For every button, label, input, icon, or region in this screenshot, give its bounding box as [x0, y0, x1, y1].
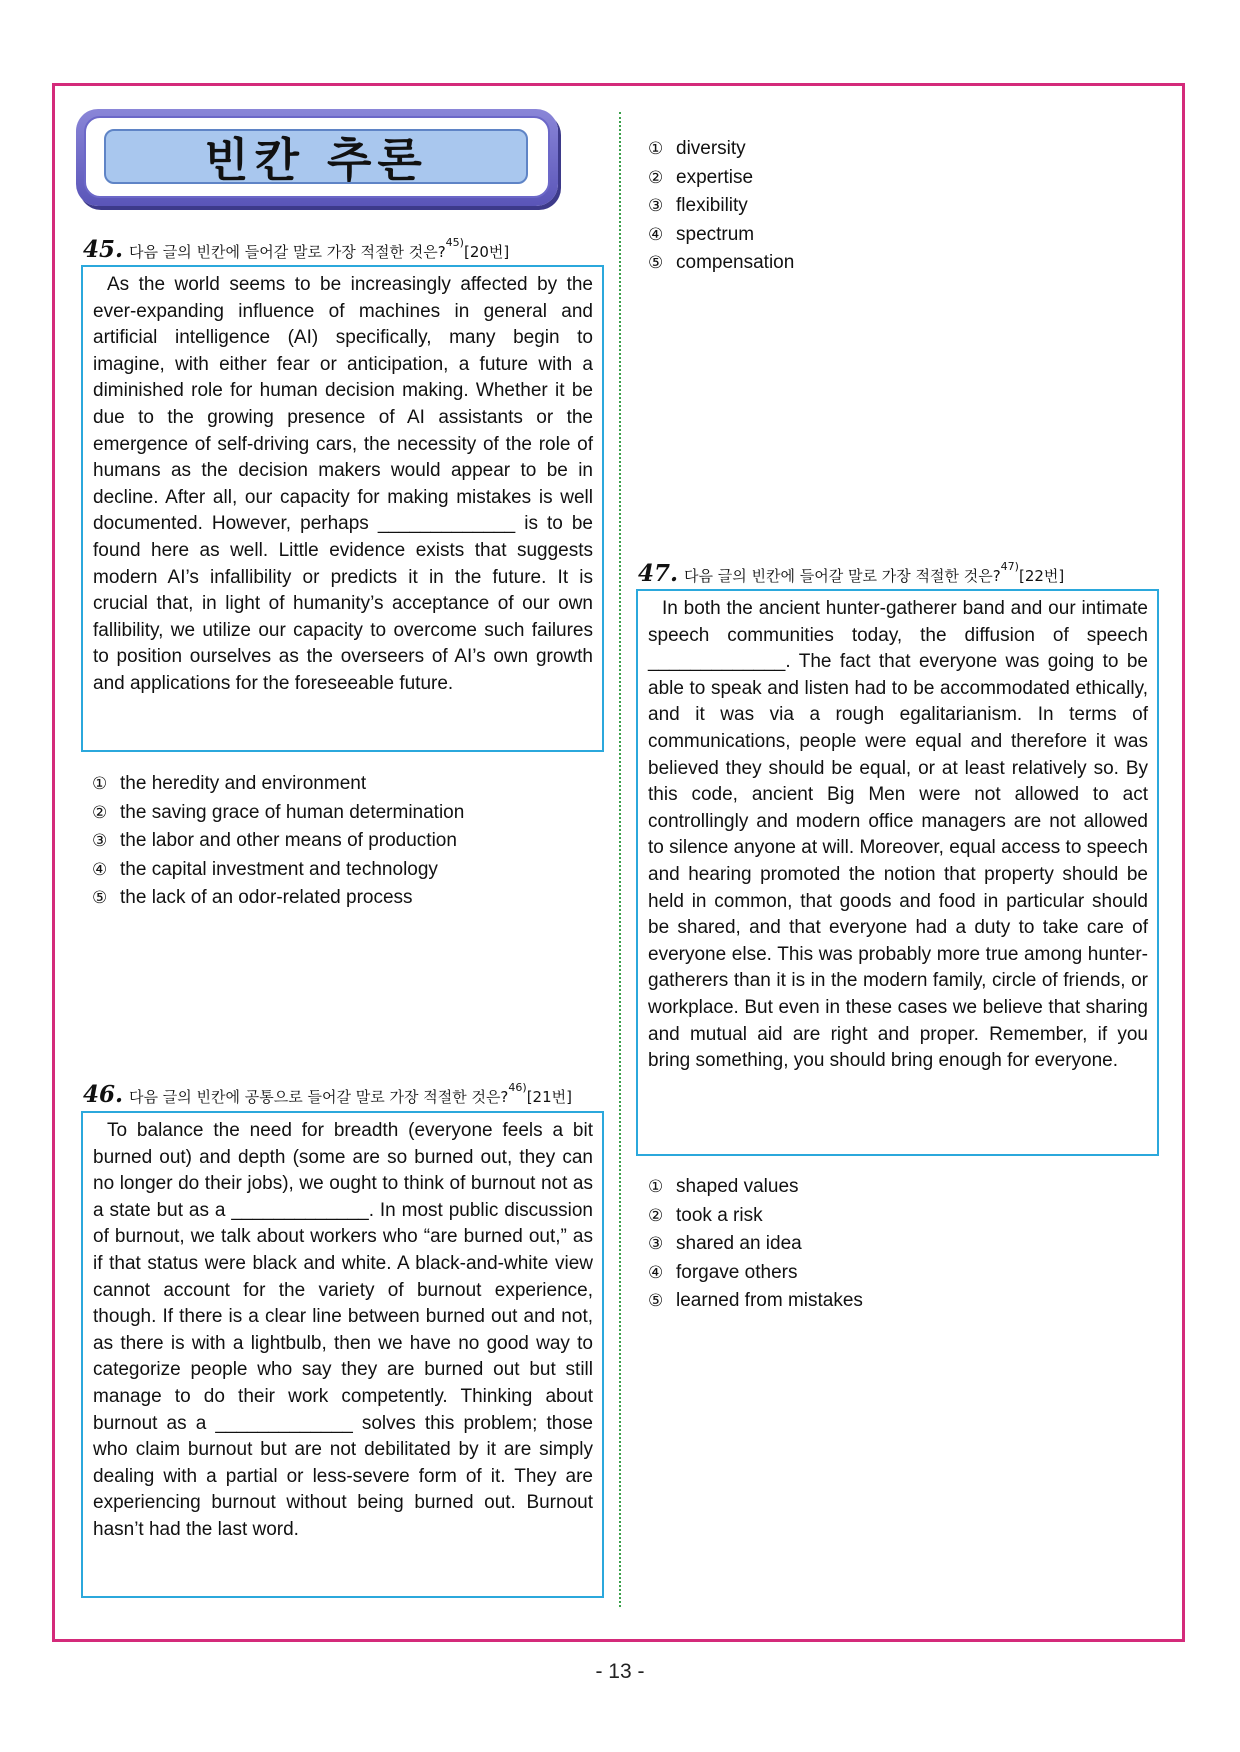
question-46-options	[648, 135, 794, 278]
passage-text: In both the ancient hunter-gatherer band and our intimate speech communities today, the diffusion of speech _____________. The fact that everyone was going to be able to speak and listen had to be accommodated ethically, and it was via a rough egalitarianism. In terms of communications, people were equal and therefore it was believed they should be equal, or at least relatively so. By this code, ancient Big Men were not allowed to act controllingly and modern office managers are not allowed to silence anyone at will. Moreover, equal access to speech and hearing promoted the notion that property should be held in common, that goods and food in particular should be shared, and that everyone had a duty to take care of everyone else. This was probably more true among hunter-gatherers than it is in the modern family, circle of friends, or workplace. But even in these cases we believe that sharing and mutual aid are right and proper. Remember, if you bring something, you should bring enough for everyone.	[648, 598, 1148, 1072]
footnote-ref: 47)	[1000, 560, 1019, 573]
passage-text: To balance the need for breadth (everyone feels a bit burned out) and depth (some are so burned out, they can no longer do their jobs), we ought to think of burnout not as a state but as a _____________. In most public discussion of burnout, we talk about workers who “are burned out,” as if that status were black and white. A black-and-white view cannot account for the variety of burnout experience, though. If there is a clear line between burned out and not, as there is with a lightbulb, then we have no good way to categorize people who say they are burned out but still manage to do their work competently. Thinking about burnout as a _____________ solves this problem; those who claim burnout but are not debilitated by it are simply dealing with a partial or less-severe form of it. They are experiencing burnout without being burned out. Burnout hasn’t had the last word.	[93, 1120, 593, 1540]
question-47-passage	[636, 589, 1159, 1156]
option-mark: ③	[92, 831, 108, 852]
column-divider	[619, 112, 621, 1607]
option-mark: ⑤	[648, 1291, 664, 1312]
option-text: shared an idea	[676, 1233, 802, 1255]
option-mark: ⑤	[648, 253, 664, 274]
section-banner	[76, 109, 558, 206]
option-3[interactable]	[648, 192, 794, 221]
question-number: 45.	[83, 236, 124, 263]
option-text: took a risk	[676, 1204, 763, 1226]
footnote-ref: 45)	[445, 236, 464, 249]
option-1[interactable]	[92, 770, 464, 799]
question-47-header	[638, 560, 1064, 587]
option-text: the labor and other means of production	[120, 830, 457, 852]
option-text: the heredity and environment	[120, 773, 367, 794]
question-46-header	[83, 1081, 572, 1108]
option-text: forgave others	[676, 1261, 798, 1283]
question-46-passage	[81, 1111, 604, 1598]
option-mark: ④	[92, 859, 108, 880]
option-text: shaped values	[676, 1176, 799, 1197]
option-mark: ①	[648, 1177, 664, 1197]
option-5[interactable]	[648, 249, 794, 278]
banner-inner	[104, 129, 528, 187]
question-number: 46.	[83, 1081, 124, 1108]
option-text: the saving grace of human determination	[120, 801, 465, 823]
option-text: the capital investment and technology	[120, 858, 438, 880]
option-text: diversity	[676, 138, 746, 159]
option-1[interactable]	[648, 135, 794, 164]
question-number: 47.	[638, 560, 679, 587]
option-text: learned from mistakes	[676, 1290, 863, 1312]
option-mark: ④	[648, 224, 664, 245]
option-2[interactable]	[648, 164, 794, 193]
option-1[interactable]	[648, 1173, 863, 1202]
option-text: the lack of an odor-related process	[120, 887, 413, 909]
question-source: [20번]	[463, 243, 510, 261]
option-text: expertise	[676, 166, 754, 188]
question-45-options	[92, 770, 464, 913]
option-text: spectrum	[676, 223, 755, 245]
option-2[interactable]	[92, 799, 464, 828]
question-source: [21번]	[526, 1088, 572, 1106]
banner-frame	[84, 116, 550, 198]
question-prompt: 다음 글의 빈칸에 들어갈 말로 가장 적절한 것은?	[684, 567, 1001, 585]
option-mark: ①	[92, 774, 108, 794]
option-text: flexibility	[676, 195, 748, 217]
question-47-options	[648, 1173, 863, 1316]
question-45-passage	[81, 265, 604, 752]
question-prompt: 다음 글의 빈칸에 들어갈 말로 가장 적절한 것은?	[129, 243, 446, 261]
passage-text: As the world seems to be increasingly affected by the ever-expanding influence of machines in general and artificial intelligence (AI) specifically, many begin to imagine, with either fear or anticipation, a future with a diminished role for human decision making. Whether it be due to the growing presence of AI assistants or the emergence of self-driving cars, the necessity of the role of humans as the decision makers would appear to be in decline. After all, our capacity for making mistakes is well documented. However, perhaps _____________ is to be found here as well. Little evidence exists that suggests modern AI’s infallibility or predicts it in the future. It is crucial that, in light of humanity’s acceptance of our own fallibility, we utilize our capacity to overcome such failures to position ourselves as the overseers of AI’s own growth and applications for the foreseeable future.	[93, 274, 593, 694]
option-2[interactable]	[648, 1202, 863, 1231]
option-4[interactable]	[648, 221, 794, 250]
option-5[interactable]	[92, 884, 464, 913]
option-mark: ③	[648, 1234, 664, 1255]
option-mark: ②	[648, 167, 664, 188]
page-number: - 13 -	[595, 1660, 645, 1683]
option-mark: ⑤	[92, 888, 108, 909]
option-mark: ①	[648, 139, 664, 159]
option-4[interactable]	[648, 1259, 863, 1288]
option-mark: ②	[92, 802, 108, 823]
option-mark: ④	[648, 1262, 664, 1283]
question-prompt: 다음 글의 빈칸에 공통으로 들어갈 말로 가장 적절한 것은?	[129, 1088, 509, 1106]
question-45-header	[83, 236, 509, 263]
option-mark: ②	[648, 1205, 664, 1226]
option-4[interactable]	[92, 856, 464, 885]
option-mark: ③	[648, 196, 664, 217]
question-source: [22번]	[1018, 567, 1065, 585]
section-title: 빈칸 추론	[204, 132, 428, 187]
option-3[interactable]	[648, 1230, 863, 1259]
option-text: compensation	[676, 252, 795, 274]
option-5[interactable]	[648, 1287, 863, 1316]
option-3[interactable]	[92, 827, 464, 856]
footnote-ref: 46)	[508, 1081, 527, 1094]
